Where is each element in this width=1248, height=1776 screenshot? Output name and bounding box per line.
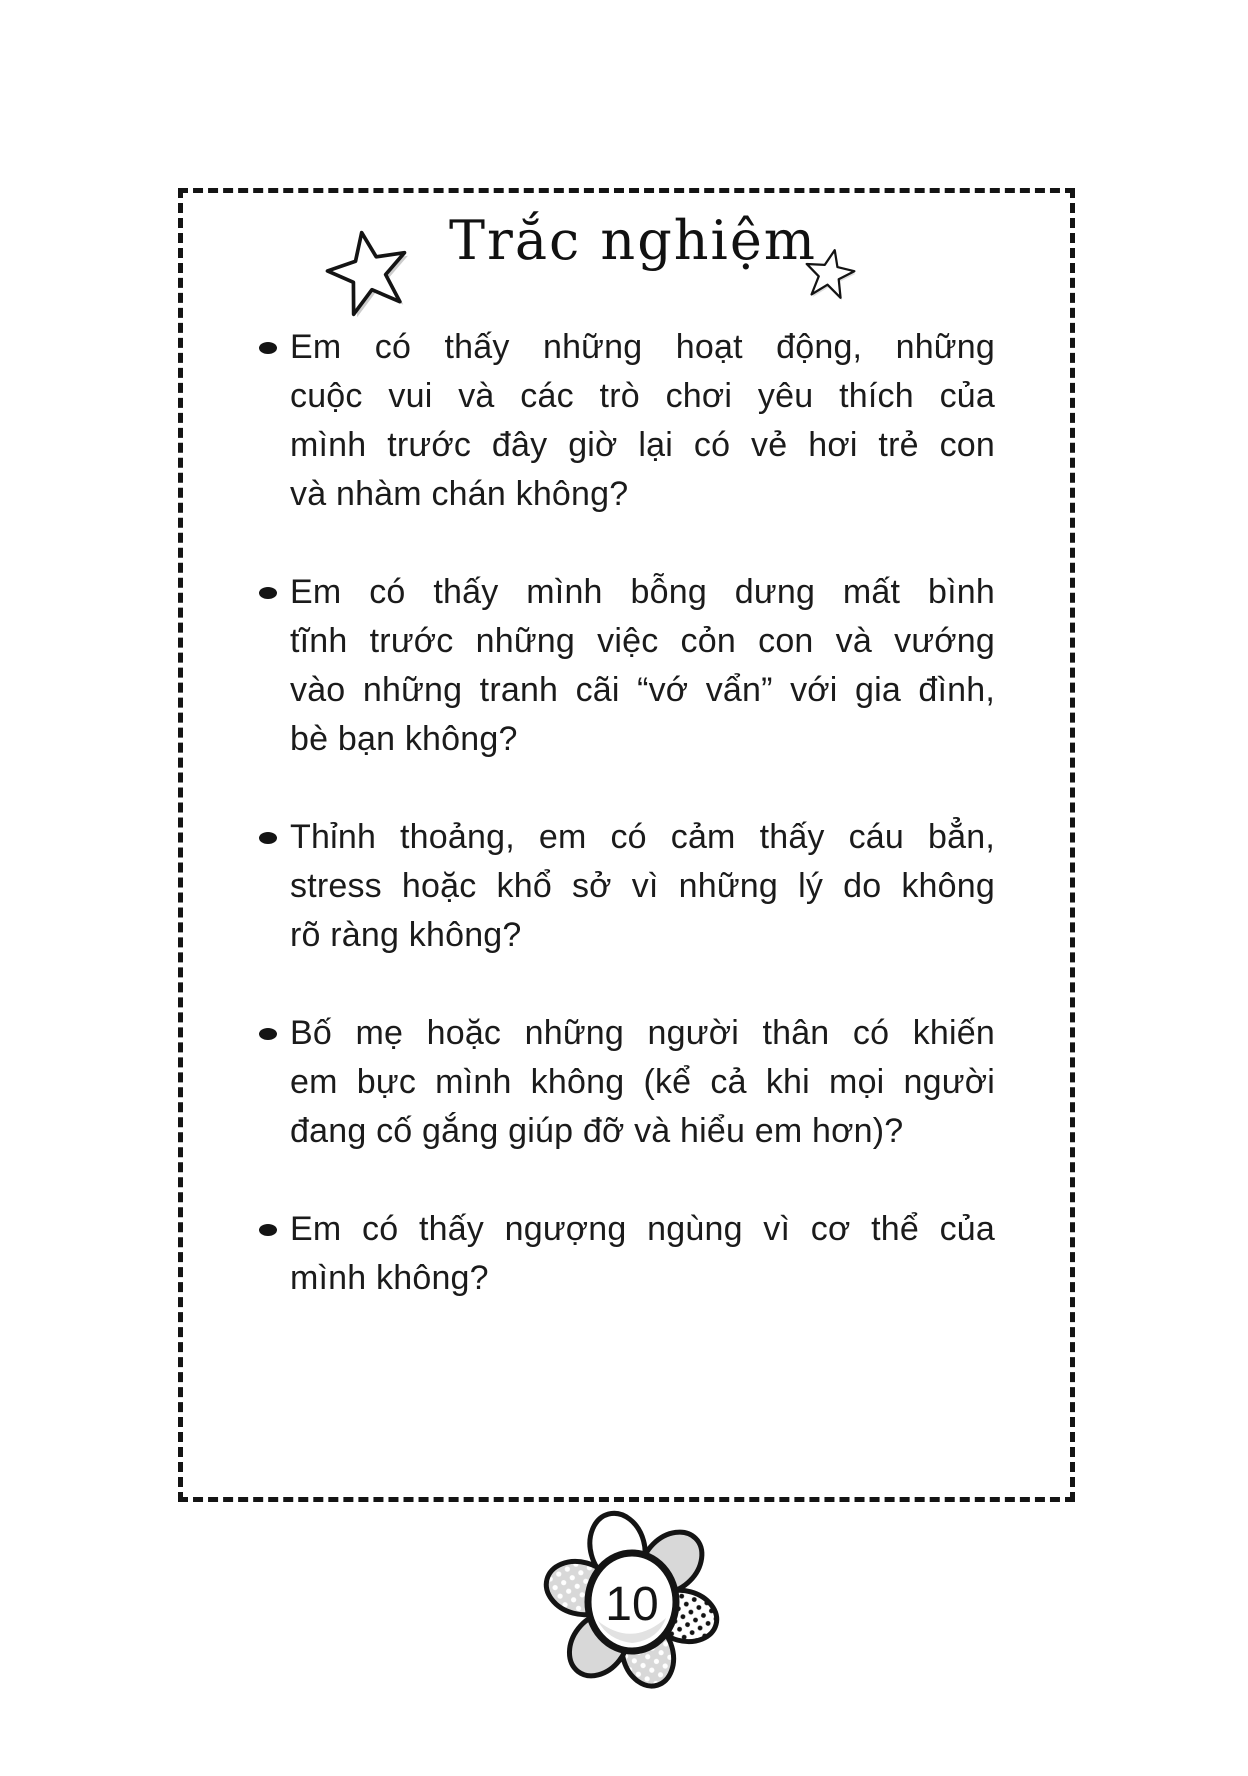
star-icon-right: [797, 241, 862, 306]
bullet-item: [259, 568, 995, 764]
bullet-line: stress hoặc khổ sở vì những lý do không: [290, 867, 995, 905]
bullet-line: Em có thấy những hoạt động, những: [290, 328, 995, 366]
bullet-line: Em có thấy ngượng ngùng vì cơ thể của: [290, 1210, 995, 1248]
content-border-box: [178, 188, 1075, 1502]
bullet-line: vào những tranh cãi “vớ vẩn” với gia đình,: [290, 671, 995, 709]
bullet-item: [259, 1205, 995, 1303]
title-row: [183, 193, 1070, 313]
question-list: [259, 323, 995, 1352]
flower-page-number-badge: [538, 1506, 726, 1694]
bullet-text: [290, 813, 995, 960]
page-title: Trắc nghiệm: [449, 209, 817, 272]
bullet-dot: [259, 1028, 277, 1040]
bullet-line: Em có thấy mình bỗng dưng mất bình: [290, 573, 995, 611]
bullet-text: [290, 323, 995, 519]
bullet-item: [259, 323, 995, 519]
bullet-line: và nhàm chán không?: [290, 475, 629, 513]
bullet-item: [259, 813, 995, 960]
bullet-line: em bực mình không (kể cả khi mọi người: [290, 1063, 995, 1101]
bullet-dot: [259, 1224, 277, 1236]
page-number: 10: [605, 1578, 659, 1631]
bullet-dot: [259, 832, 277, 844]
bullet-line: Bố mẹ hoặc những người thân có khiến: [290, 1014, 995, 1052]
bullet-text: [290, 568, 995, 764]
bullet-dot: [259, 342, 277, 354]
bullet-line: mình không?: [290, 1259, 489, 1297]
star-icon-left: [312, 216, 421, 325]
bullet-text: [290, 1009, 995, 1156]
bullet-line: đang cố gắng giúp đỡ và hiểu em hơn)?: [290, 1112, 904, 1150]
bullet-item: [259, 1009, 995, 1156]
bullet-line: cuộc vui và các trò chơi yêu thích của: [290, 377, 995, 415]
bullet-dot: [259, 587, 277, 599]
bullet-line: mình trước đây giờ lại có vẻ hơi trẻ con: [290, 426, 995, 464]
bullet-line: rõ ràng không?: [290, 916, 522, 954]
bullet-line: tĩnh trước những việc cỏn con và vướng: [290, 622, 995, 660]
bullet-line: Thỉnh thoảng, em có cảm thấy cáu bẳn,: [290, 818, 995, 856]
bullet-line: bè bạn không?: [290, 720, 518, 758]
bullet-text: [290, 1205, 995, 1303]
